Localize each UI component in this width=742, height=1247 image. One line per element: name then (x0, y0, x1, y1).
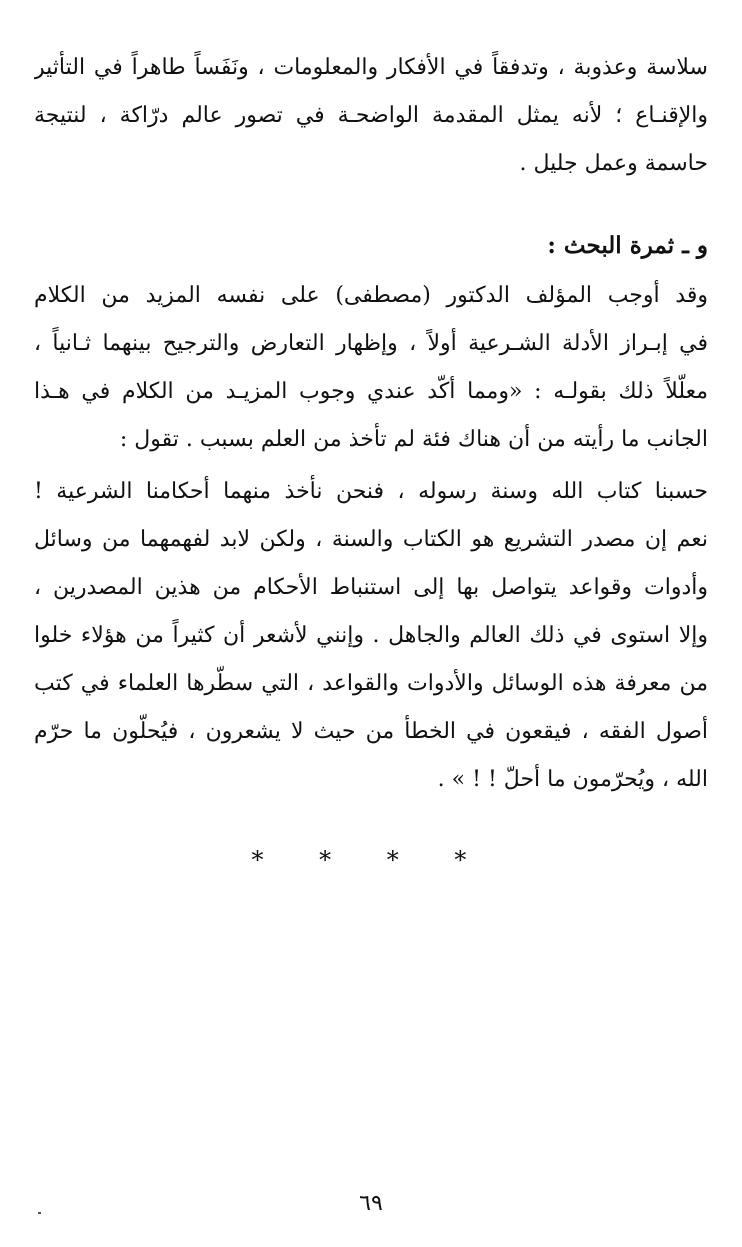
text-line: الجانب ما رأيته من أن هناك فئة لم تأخذ من العلم بسبب . تقول : (119, 427, 708, 452)
text-line: نعم إن مصدر التشريع هو الكتاب والسنة ، ولكن لابد لفهمهما من وسائل (34, 527, 708, 552)
section-separator: * * * * (251, 846, 491, 874)
page-number: ٦٩ (359, 1191, 383, 1216)
quoted-passage (34, 468, 708, 804)
text-line: معلّلاً ذلك بقولـه : «ومما أكّد عندي وجوب المزيـد من الكلام في هـذا (34, 379, 708, 404)
text-line: والإقنـاع ؛ لأنه يمثل المقدمة الواضحـة في تصور عالم درّاكة ، لنتيجة (34, 103, 708, 128)
paragraph-author-statement (34, 272, 708, 464)
text-line: من معرفة هذه الوسائل والأدوات والقواعد ، التي سطّرها العلماء في كتب (34, 671, 708, 696)
text-line: وأدوات وقواعد يتواصل بها إلى استنباط الأحكام من هذين المصدرين ، (34, 575, 708, 600)
text-line: حاسمة وعمل جليل . (519, 151, 708, 176)
text-line: في إبـراز الأدلة الشـرعية أولاً ، وإظهار التعارض والترجيح بينهما ثـانياً ، (34, 331, 708, 356)
text-line: أصول الفقه ، فيقعون في الخطأ من حيث لا يشعرون ، فيُحلّون ما حرّم (34, 719, 708, 744)
text-line: الله ، ويُحرّمون ما أحلّ ! ! » . (437, 767, 708, 792)
section-heading: و ـ ثمرة البحث : (547, 232, 708, 259)
paragraph-intro-continuation (34, 44, 708, 188)
text-line: وإلا استوى في ذلك العالم والجاهل . وإنني لأشعر أن كثيراً من هؤلاء خلوا (34, 623, 708, 648)
text-line: سلاسة وعذوبة ، وتدفقاً في الأفكار والمعلومات ، ونَفَساً طاهراً في التأثير (34, 55, 708, 80)
text-line: حسبنا كتاب الله وسنة رسوله ، فنحن نأخذ منهما أحكامنا الشرعية ! (34, 479, 708, 504)
text-line: وقد أوجب المؤلف الدكتور (مصطفى) على نفسه المزيد من الكلام (34, 283, 708, 308)
